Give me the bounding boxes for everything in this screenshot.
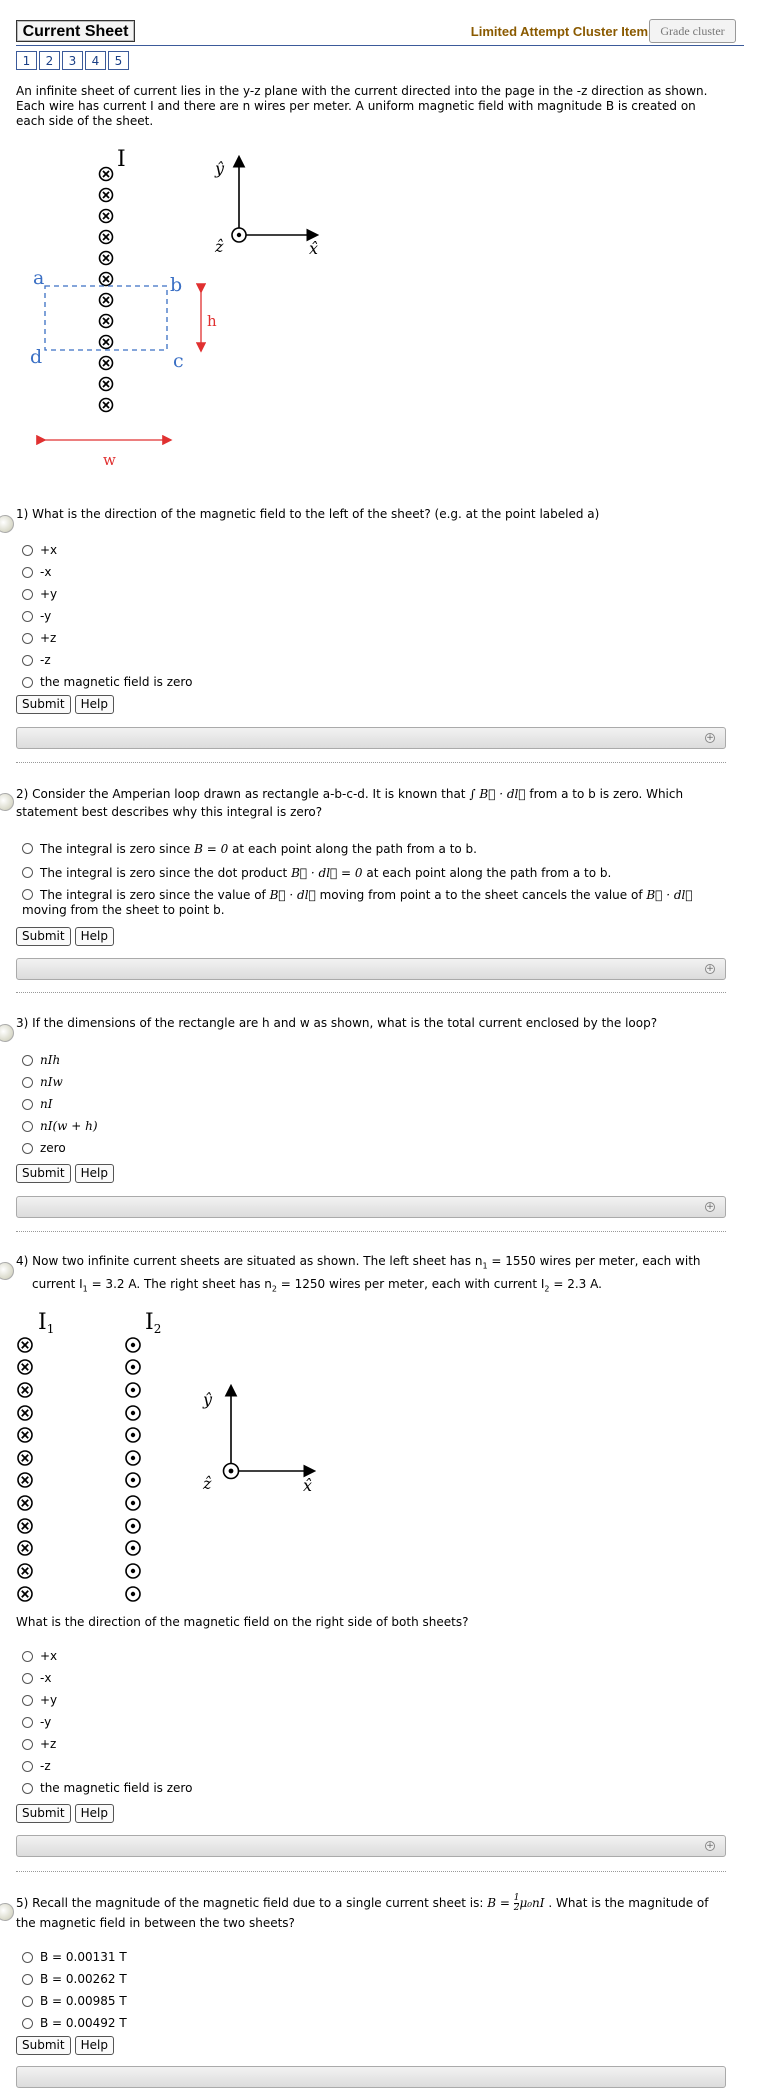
q3-option-nIh[interactable]: nIh [22, 1049, 98, 1071]
label-xhat: x̂ [309, 239, 319, 258]
label-w: w [103, 451, 116, 469]
radio-button[interactable] [22, 1952, 33, 1963]
figure-current-sheet [0, 140, 340, 480]
radio-button[interactable] [22, 843, 33, 854]
label-h: h [207, 312, 217, 330]
question-1 [16, 505, 728, 523]
q1-text: What is the direction of the magnetic field to the left of the sheet? (e.g. at the point labeled a) [32, 507, 600, 521]
q1-submit-button[interactable]: Submit [16, 695, 71, 714]
q1-feedback-bar[interactable] [16, 727, 726, 749]
label-a: a [33, 267, 45, 289]
question-tabs [16, 51, 129, 70]
q5-options [22, 1946, 127, 2034]
q1-option-zero[interactable]: the magnetic field is zero [22, 671, 192, 693]
q1-option-plus-x[interactable]: +x [22, 539, 192, 561]
tab-4[interactable]: 4 [85, 51, 106, 70]
limited-attempt-label: Limited Attempt Cluster Item [470, 24, 648, 39]
label-zhat: ẑ [203, 1474, 212, 1493]
radio-button[interactable] [22, 567, 33, 578]
radio-button[interactable] [22, 1974, 33, 1985]
question-3 [16, 1014, 728, 1032]
q5-option-2[interactable]: B = 0.00262 T [22, 1968, 127, 1990]
q1-options [22, 539, 192, 693]
q2-option-2[interactable]: The integral is zero since the dot product B⃗ · dl⃗ = 0 at each point along the path from a to b. [22, 864, 728, 882]
label-c: c [173, 350, 184, 372]
q5-buttons [16, 2036, 114, 2055]
q3-options [22, 1049, 98, 1159]
q4-help-button[interactable]: Help [75, 1804, 114, 1823]
q4-question: What is the direction of the magnetic field on the right side of both sheets? [16, 1615, 469, 1629]
radio-button[interactable] [22, 1099, 33, 1110]
q3-option-nI-w-plus-h[interactable]: nI(w + h) [22, 1115, 98, 1137]
q3-option-nIw[interactable]: nIw [22, 1071, 98, 1093]
label-b: b [170, 274, 183, 296]
expand-icon[interactable]: + [706, 733, 714, 743]
q5-feedback-bar[interactable] [16, 2066, 726, 2088]
q5-formula: B = $\frac{1}{2}$ μ₀nI [487, 1893, 545, 1913]
question-status-icon [0, 1903, 14, 1921]
tab-5[interactable]: 5 [108, 51, 129, 70]
divider [16, 992, 726, 993]
label-d: d [30, 346, 43, 368]
q1-buttons [16, 695, 114, 714]
q5-help-button[interactable]: Help [75, 2036, 114, 2055]
header-divider [16, 45, 744, 46]
radio-button[interactable] [22, 655, 33, 666]
q1-option-plus-y[interactable]: +y [22, 583, 192, 605]
figure-two-sheets [0, 1305, 340, 1610]
question-5 [16, 1893, 728, 1933]
q4-option-zero[interactable]: the magnetic field is zero [22, 1777, 192, 1799]
radio-button[interactable] [22, 1143, 33, 1154]
q2-integral: ∫ B⃗ · dl⃗ [469, 787, 526, 801]
radio-button[interactable] [22, 633, 33, 644]
q4-option-plus-y[interactable]: +y [22, 1689, 192, 1711]
q4-line-1: 4) Now two infinite current sheets are situated as shown. The left sheet has $n_1 = 1550$ wires per meter, each with [16, 1254, 701, 1271]
q4-option-minus-z[interactable]: -z [22, 1755, 192, 1777]
question-status-icon [0, 1262, 14, 1280]
q2-help-button[interactable]: Help [75, 927, 114, 946]
q2-number: 2) [16, 787, 29, 801]
radio-button[interactable] [22, 889, 33, 900]
radio-button[interactable] [22, 545, 33, 556]
radio-button[interactable] [22, 677, 33, 688]
radio-button[interactable] [22, 1077, 33, 1088]
q5-option-4[interactable]: B = 0.00492 T [22, 2012, 127, 2034]
page-title: Current Sheet [16, 20, 135, 42]
q2-option-1[interactable]: The integral is zero since B = 0 at each point along the path from a to b. [22, 840, 728, 858]
radio-button[interactable] [22, 1739, 33, 1750]
radio-button[interactable] [22, 1695, 33, 1706]
radio-button[interactable] [22, 1673, 33, 1684]
q3-number: 3) [16, 1016, 29, 1030]
radio-button[interactable] [22, 1055, 33, 1066]
q3-feedback-bar[interactable] [16, 1196, 726, 1218]
q3-option-zero[interactable]: zero [22, 1137, 98, 1159]
q4-option-minus-y[interactable]: -y [22, 1711, 192, 1733]
radio-button[interactable] [22, 1651, 33, 1662]
q1-option-plus-z[interactable]: +z [22, 627, 192, 649]
question-status-icon [0, 1024, 14, 1042]
q4-option-plus-z[interactable]: +z [22, 1733, 192, 1755]
q4-feedback-bar[interactable] [16, 1835, 726, 1857]
question-status-icon [0, 515, 14, 533]
label-I1: I1 [38, 1310, 55, 1336]
radio-button[interactable] [22, 589, 33, 600]
q1-option-minus-y[interactable]: -y [22, 605, 192, 627]
right-sheet-wires [126, 1338, 140, 1601]
radio-button[interactable] [22, 1996, 33, 2007]
q4-submit-button[interactable]: Submit [16, 1804, 71, 1823]
q1-number: 1) [16, 507, 29, 521]
tab-2[interactable]: 2 [39, 51, 60, 70]
expand-icon[interactable]: + [706, 1841, 714, 1851]
label-I2: I2 [145, 1310, 162, 1336]
q3-text: If the dimensions of the rectangle are h and w as shown, what is the total current enclosed by the loop? [32, 1016, 658, 1030]
q2-feedback-bar[interactable] [16, 958, 726, 980]
q4-option-plus-x[interactable]: +x [22, 1645, 192, 1667]
divider [16, 1871, 726, 1872]
q4-options [22, 1645, 192, 1799]
q1-option-minus-x[interactable]: -x [22, 561, 192, 583]
radio-button[interactable] [22, 867, 33, 878]
q5-text-b: . What is the magnitude of [544, 1896, 709, 1910]
q1-help-button[interactable]: Help [75, 695, 114, 714]
radio-button[interactable] [22, 1717, 33, 1728]
intro-text: An infinite sheet of current lies in the y-z plane with the current directed into the page in the -z direction as shown. Each wire has current I and there are n wires per meter. A uniform magnetic field with magnitude B is created on each side of the sheet. [16, 84, 708, 128]
q5-text-a: Recall the magnitude of the magnetic field due to a single current sheet is: [32, 1896, 488, 1910]
q3-buttons [16, 1164, 114, 1183]
q5-text-c: the magnetic field in between the two sheets? [16, 1916, 295, 1930]
radio-button[interactable] [22, 1783, 33, 1794]
left-sheet-wires [18, 1338, 32, 1601]
divider [16, 1231, 726, 1232]
q4-option-minus-x[interactable]: -x [22, 1667, 192, 1689]
q3-submit-button[interactable]: Submit [16, 1164, 71, 1183]
q3-help-button[interactable]: Help [75, 1164, 114, 1183]
divider [16, 762, 726, 763]
question-status-icon [0, 793, 14, 811]
label-zhat: ẑ [215, 237, 224, 256]
q2-text-b: from a to b is zero. Which statement best describes why this integral is zero? [16, 787, 684, 819]
radio-button[interactable] [22, 611, 33, 622]
q2-buttons [16, 927, 114, 946]
radio-button[interactable] [22, 2018, 33, 2029]
question-4 [16, 1252, 728, 1299]
q2-option-3[interactable]: The integral is zero since the value of B⃗ · dl⃗ moving from point a to the sheet cancels the value of B⃗ · dl⃗ moving from the sheet to point b. [22, 888, 693, 917]
expand-icon[interactable]: + [706, 1202, 714, 1212]
label-I: I [117, 147, 126, 172]
tab-3[interactable]: 3 [62, 51, 83, 70]
q2-text-a: Consider the Amperian loop drawn as rectangle a-b-c-d. It is known that [32, 787, 470, 801]
q1-option-minus-z[interactable]: -z [22, 649, 192, 671]
q5-option-3[interactable]: B = 0.00985 T [22, 1990, 127, 2012]
q3-option-nI[interactable]: nI [22, 1093, 98, 1115]
expand-icon[interactable]: + [706, 964, 714, 974]
question-2 [16, 785, 728, 821]
q2-submit-button[interactable]: Submit [16, 927, 71, 946]
grade-cluster-button[interactable]: Grade cluster [649, 19, 736, 43]
radio-button[interactable] [22, 1121, 33, 1132]
q5-submit-button[interactable]: Submit [16, 2036, 71, 2055]
label-xhat: x̂ [303, 1476, 313, 1495]
radio-button[interactable] [22, 1761, 33, 1772]
tab-1[interactable]: 1 [16, 51, 37, 70]
q5-number: 5) [16, 1896, 29, 1910]
q4-buttons [16, 1804, 114, 1823]
label-yhat: ŷ [215, 159, 225, 178]
q5-option-1[interactable]: B = 0.00131 T [22, 1946, 127, 1968]
q4-line-2: current $I_1 = 3.2$ A. The right sheet has $n_2 = 1250$ wires per meter, each with current $I_2 = 2.3$ A. [32, 1277, 602, 1294]
label-yhat: ŷ [203, 1390, 213, 1409]
wire-column [100, 168, 113, 412]
